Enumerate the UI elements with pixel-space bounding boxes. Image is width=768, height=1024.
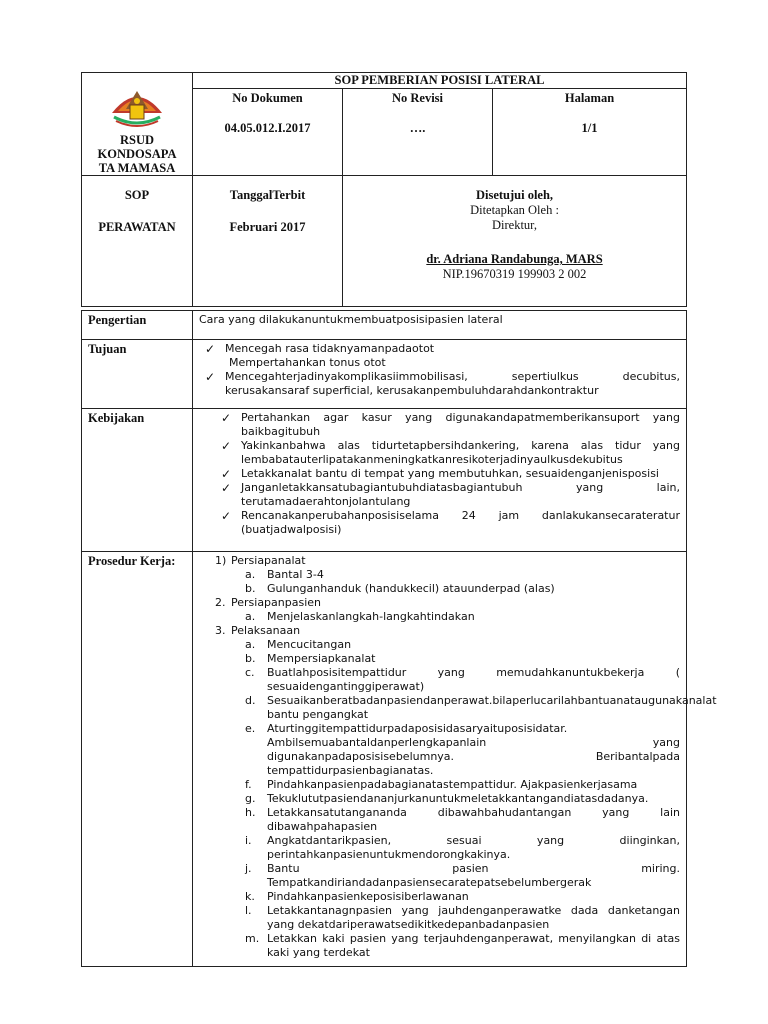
ditetapkan-label: Ditetapkan Oleh : <box>470 203 559 217</box>
tujuan-list-cell <box>193 340 687 409</box>
no-revisi-label: No Revisi <box>391 90 444 105</box>
substep-item <box>245 834 680 862</box>
approval-cell <box>343 176 687 307</box>
step-substeps <box>215 638 717 960</box>
sop-content-table <box>81 310 717 967</box>
substep-letter: f. <box>245 778 252 791</box>
no-revisi-value: …. <box>409 120 426 135</box>
sop-document <box>81 72 717 967</box>
substep-text: Pindahkanpasienpadabagianatastempattidur. Ajakpasienkerjasama <box>267 778 638 791</box>
step-number: 1) <box>215 554 227 567</box>
perawatan-label: PERAWATAN <box>98 220 176 234</box>
substep-item <box>245 904 680 932</box>
substep-letter: j. <box>245 862 252 875</box>
substep-text: Letakkansatutangananda dibawahbahudantangan yang lain dibawahpahapasien <box>267 806 680 833</box>
substep-text: Tekuklututpasiendananjurkanuntukmeletakkantangandiatasdadanya. <box>267 792 649 805</box>
kebijakan-item: ✓ Rencanakanperubahanposisiselama 24 jam danlakukansecarateratur (buatjadwalposisi) <box>199 509 680 537</box>
no-dokumen-label: No Dokumen <box>232 90 303 105</box>
substep-item <box>245 890 680 904</box>
hospital-name <box>82 133 192 175</box>
substep-item <box>245 862 680 890</box>
no-dokumen-cell <box>193 88 343 175</box>
substep-letter: h. <box>245 806 256 819</box>
kebijakan-item: ✓ Yakinkanbahwa alas tidurtetapbersihdankering, karena alas tidur yang lembabatauterlipatakanmeningkatkanresikoterjadinyaulkusdekubitus <box>199 439 680 467</box>
pengertian-label: Pengertian <box>82 311 193 340</box>
step-title: Pelaksanaan <box>231 624 301 637</box>
substep-text: Pindahkanpasienkeposisiberlawanan <box>267 890 469 903</box>
substep-item <box>245 582 680 596</box>
substep-letter: g. <box>245 792 256 805</box>
pengertian-text: Cara yang dilakukanuntukmembuatposisipasien lateral <box>193 311 687 340</box>
direktur-label: Direktur, <box>492 218 537 232</box>
prosedur-label: Prosedur Kerja: <box>82 552 193 967</box>
substep-text: Gulunganhanduk (handukkecil) atauunderpad (alas) <box>267 582 555 595</box>
no-dokumen-value: 04.05.012.I.2017 <box>224 120 311 135</box>
hospital-logo-icon <box>108 83 166 131</box>
director-nip: NIP.19670319 199903 2 002 <box>442 267 587 281</box>
substep-letter: b. <box>245 582 256 595</box>
prosedur-step <box>199 554 680 596</box>
substep-text: Mempersiapkanalat <box>267 652 376 665</box>
substep-item <box>245 778 680 792</box>
kebijakan-item: ✓ Letakkanalat bantu di tempat yang membutuhkan, sesuaidenganjenisposisi <box>199 467 680 481</box>
substep-text: Letakkan kaki pasien yang terjauhdenganperawat, menyilangkan di atas kaki yang terdekat <box>267 932 680 959</box>
step-title: Persiapanpasien <box>231 596 322 609</box>
hospital-name-line: TA MAMASA <box>98 161 176 175</box>
substep-letter: l. <box>245 904 252 917</box>
kebijakan-list <box>199 411 680 537</box>
step-title: Persiapanalat <box>231 554 306 567</box>
hospital-name-line: RSUD <box>119 133 155 147</box>
kebijakan-item: ✓ Pertahankan agar kasur yang digunakandapatmemberikansuport yang baikbagitubuh <box>199 411 680 439</box>
step-substeps <box>215 610 680 624</box>
substep-letter: c. <box>245 666 255 679</box>
sop-label: SOP <box>124 188 150 202</box>
sop-header-table <box>81 72 687 307</box>
substep-text: Buatlahposisitempattidur yang memudahkanuntukbekerja ( sesuaidengantinggiperawat) <box>267 666 680 693</box>
prosedur-cell <box>193 552 717 967</box>
step-number: 3. <box>215 624 226 637</box>
substep-item <box>245 806 680 834</box>
substep-item <box>245 792 680 806</box>
substep-text: Mencucitangan <box>267 638 352 651</box>
director-name: dr. Adriana Randabunga, MARS <box>426 252 603 266</box>
substep-item <box>245 638 680 652</box>
hospital-logo-cell <box>82 73 193 176</box>
tujuan-item: ✓ Mencegah rasa tidaknyamanpadaotot <box>199 342 680 356</box>
kebijakan-label: Kebijakan <box>82 409 193 552</box>
tujuan-item: Mempertahankan tonus otot <box>229 356 386 369</box>
substep-letter: b. <box>245 652 256 665</box>
halaman-cell <box>493 88 687 175</box>
substep-text: Bantu pasien miring. Tempatkandiriandadanpasiensecaratepatsebelumbergerak <box>267 862 680 889</box>
substep-letter: i. <box>245 834 252 847</box>
tujuan-label: Tujuan <box>82 340 193 409</box>
substep-letter: m. <box>245 932 260 945</box>
substep-text: Aturtinggitempattidurpadaposisidasaryaituposisidatar. Ambilsemuabantaldanperlengkapanlain yang digunakanpadaposisisebelumnya. Beribantalpada tempattidurpasienbagianatas. <box>267 722 680 777</box>
step-substeps <box>215 568 680 596</box>
tanggal-terbit-label: TanggalTerbit <box>229 188 306 202</box>
tanggal-terbit-value: Februari 2017 <box>229 220 306 234</box>
halaman-label: Halaman <box>564 90 615 105</box>
prosedur-step <box>199 596 680 624</box>
substep-item <box>245 932 680 960</box>
substep-text: Angkatdantarikpasien, sesuai yang diinginkan, perintahkanpasienuntukmendorongkakinya. <box>267 834 680 861</box>
no-revisi-cell <box>343 88 493 175</box>
substep-item <box>245 652 680 666</box>
substep-letter: d. <box>245 694 256 707</box>
substep-item <box>245 568 680 582</box>
sop-type-cell <box>82 176 193 307</box>
prosedur-steps <box>199 554 717 960</box>
document-title: SOP PEMBERIAN POSISI LATERAL <box>193 73 687 89</box>
prosedur-step <box>199 624 717 960</box>
halaman-value: 1/1 <box>581 120 598 135</box>
substep-letter: a. <box>245 568 256 581</box>
substep-letter: a. <box>245 638 256 651</box>
substep-text: Letakkantanagnpasien yang jauhdenganperawatke dada danketangan yang dekatdariperawatsedikitkedepanbadanpasien <box>267 904 680 931</box>
kebijakan-item: ✓ Janganletakkansatubagiantubuhdiatasbagiantubuh yang lain, terutamadaerahtonjolantulang <box>199 481 680 509</box>
substep-letter: e. <box>245 722 256 735</box>
substep-item <box>245 722 680 778</box>
substep-letter: k. <box>245 890 255 903</box>
substep-text: Menjelaskanlangkah-langkahtindakan <box>267 610 475 623</box>
substep-text: Sesuaikanberatbadanpasiendanperawat.bilaperlucarilahbantuanataugunakanalat bantu pengangkat <box>267 694 717 721</box>
hospital-name-line: KONDOSAPA <box>97 147 177 161</box>
substep-item <box>245 694 717 722</box>
step-number: 2. <box>215 596 226 609</box>
disetujui-label: Disetujui oleh, <box>475 188 554 202</box>
tujuan-list <box>199 342 680 398</box>
substep-text: Bantal 3-4 <box>267 568 324 581</box>
substep-item <box>245 666 680 694</box>
substep-letter: a. <box>245 610 256 623</box>
tujuan-item: ✓ Mencegahterjadinyakomplikasiimmobilisasi, sepertiulkus decubitus, kerusakansaraf superficial, kerusakanpembuluhdarahdankontraktur <box>199 370 680 398</box>
tanggal-terbit-cell <box>193 176 343 307</box>
substep-item <box>245 610 680 624</box>
kebijakan-list-cell <box>193 409 687 552</box>
